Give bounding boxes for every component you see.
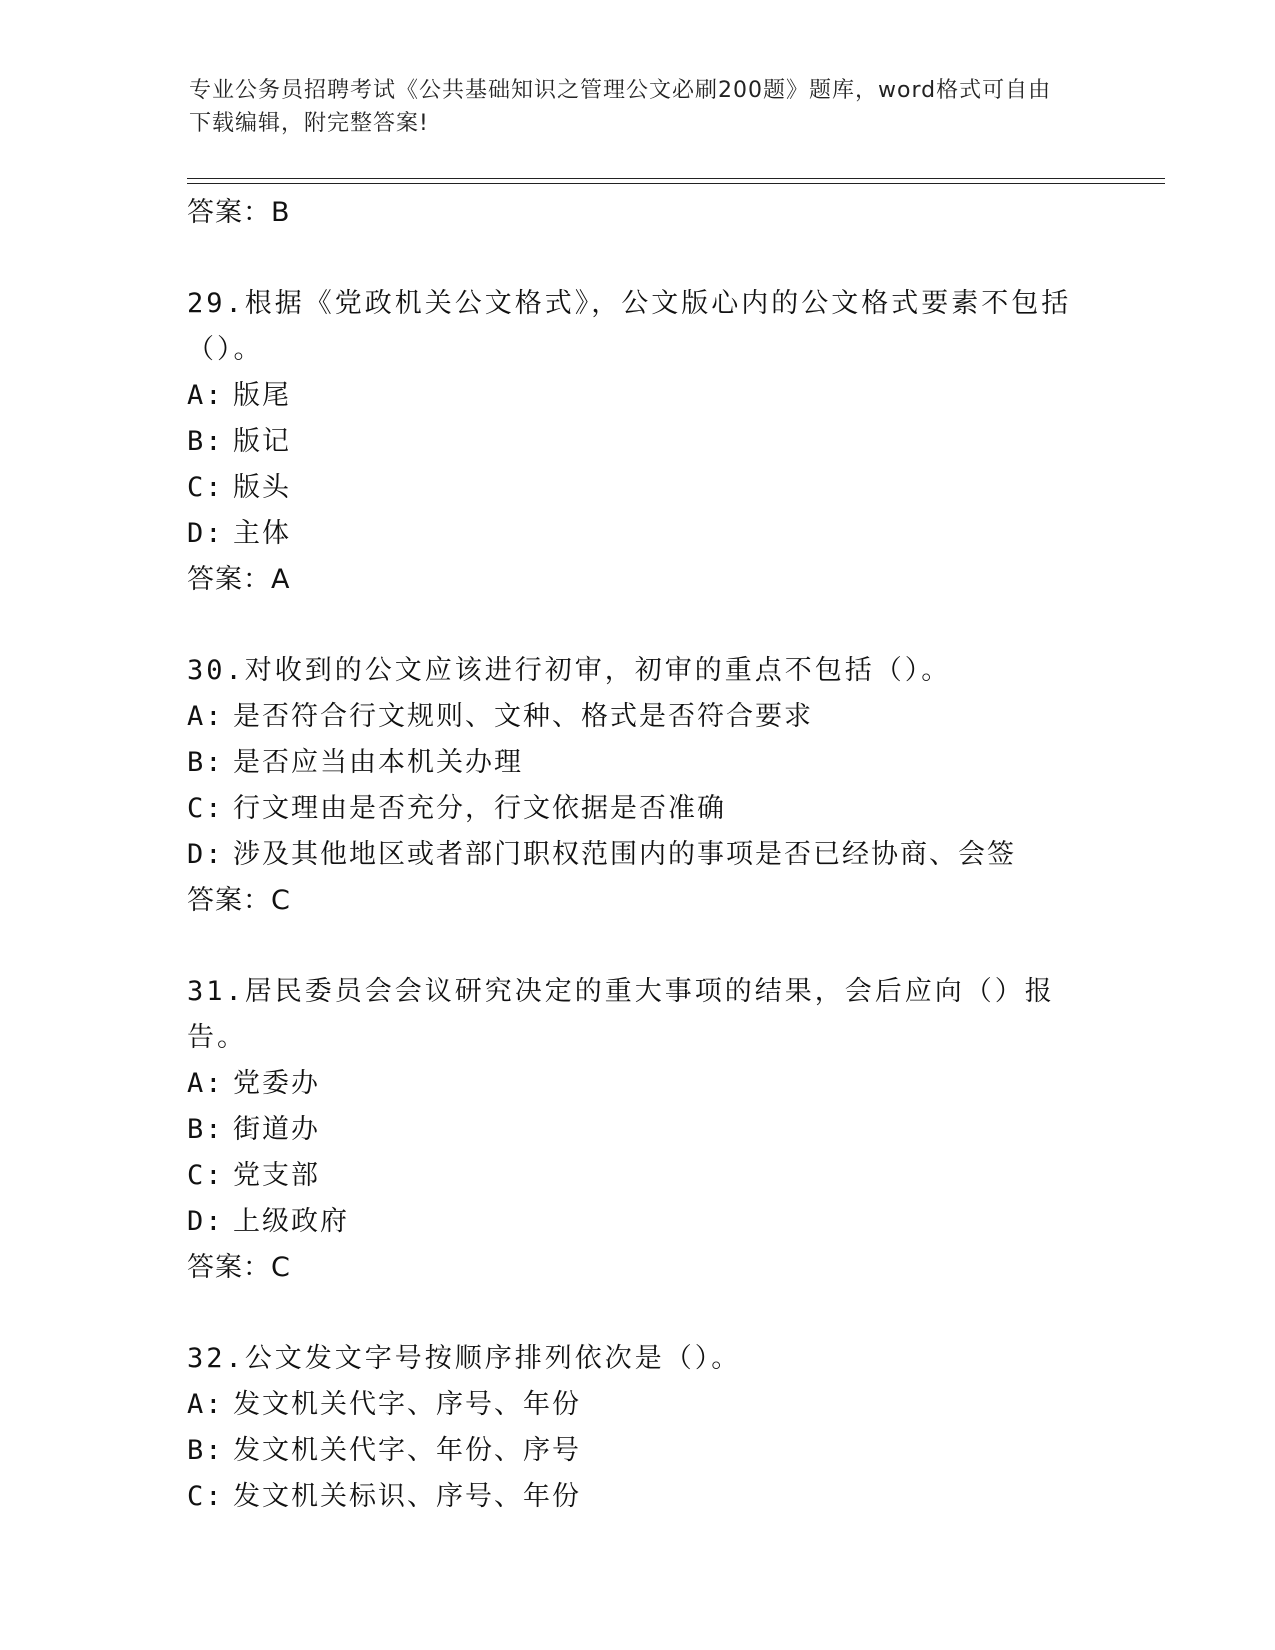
option-letter: D:	[187, 518, 224, 549]
option-text: 版头	[233, 472, 291, 503]
option-text: 是否符合行文规则、文种、格式是否符合要求	[233, 701, 813, 732]
option-b	[187, 1107, 1087, 1153]
option-letter: B:	[187, 1435, 224, 1466]
option-letter: D:	[187, 839, 224, 870]
option-letter: A:	[187, 380, 224, 411]
option-b	[187, 740, 1087, 786]
answer-line: 答案：A	[187, 564, 291, 595]
option-letter: C:	[187, 1481, 224, 1512]
option-letter: B:	[187, 747, 224, 778]
header-rule-top	[187, 178, 1165, 179]
option-letter: A:	[187, 701, 224, 732]
option-letter: B:	[187, 1114, 224, 1145]
option-text: 主体	[233, 518, 291, 549]
option-text: 发文机关标识、序号、年份	[233, 1481, 581, 1512]
option-text: 党支部	[233, 1160, 320, 1191]
option-c	[187, 786, 1087, 832]
option-c	[187, 465, 1087, 511]
option-a	[187, 1382, 1087, 1428]
option-letter: C:	[187, 793, 224, 824]
answer-line: 答案：C	[187, 1252, 291, 1283]
option-text: 行文理由是否充分，行文依据是否准确	[233, 793, 726, 824]
option-d	[187, 511, 1087, 557]
question-30	[187, 648, 1087, 924]
document-header: 专业公务员招聘考试《公共基础知识之管理公文必刷200题》题库，word格式可自由下载编辑，附完整答案!	[189, 78, 1052, 136]
option-c	[187, 1153, 1087, 1199]
header-rule-bottom	[187, 183, 1165, 184]
option-a	[187, 373, 1087, 419]
question-stem: 32.公文发文字号按顺序排列依次是（）。	[187, 1343, 742, 1374]
option-a	[187, 694, 1087, 740]
question-32	[187, 1336, 1087, 1520]
option-text: 版记	[233, 426, 291, 457]
document-body	[187, 190, 1087, 1520]
question-stem: 31.居民委员会会议研究决定的重大事项的结果，会后应向（）报告。	[187, 976, 1055, 1053]
option-text: 发文机关代字、年份、序号	[233, 1435, 581, 1466]
option-text: 党委办	[233, 1068, 320, 1099]
question-31	[187, 969, 1087, 1291]
option-text: 版尾	[233, 380, 291, 411]
option-letter: B:	[187, 426, 224, 457]
option-text: 上级政府	[233, 1206, 349, 1237]
option-letter: A:	[187, 1068, 224, 1099]
option-c	[187, 1474, 1087, 1520]
option-letter: C:	[187, 472, 224, 503]
question-stem: 30.对收到的公文应该进行初审，初审的重点不包括（）。	[187, 655, 952, 686]
option-text: 是否应当由本机关办理	[233, 747, 523, 778]
answer-line: 答案：B	[187, 197, 291, 228]
answer-line: 答案：C	[187, 885, 291, 916]
question-stem: 29.根据《党政机关公文格式》，公文版心内的公文格式要素不包括（）。	[187, 288, 1072, 365]
option-text: 涉及其他地区或者部门职权范围内的事项是否已经协商、会签	[233, 839, 1016, 870]
option-letter: D:	[187, 1206, 224, 1237]
question-29	[187, 281, 1087, 603]
option-letter: C:	[187, 1160, 224, 1191]
option-letter: A:	[187, 1389, 224, 1420]
option-d	[187, 832, 1087, 878]
option-text: 街道办	[233, 1114, 320, 1145]
option-d	[187, 1199, 1087, 1245]
option-b	[187, 1428, 1087, 1474]
option-a	[187, 1061, 1087, 1107]
option-text: 发文机关代字、序号、年份	[233, 1389, 581, 1420]
option-b	[187, 419, 1087, 465]
